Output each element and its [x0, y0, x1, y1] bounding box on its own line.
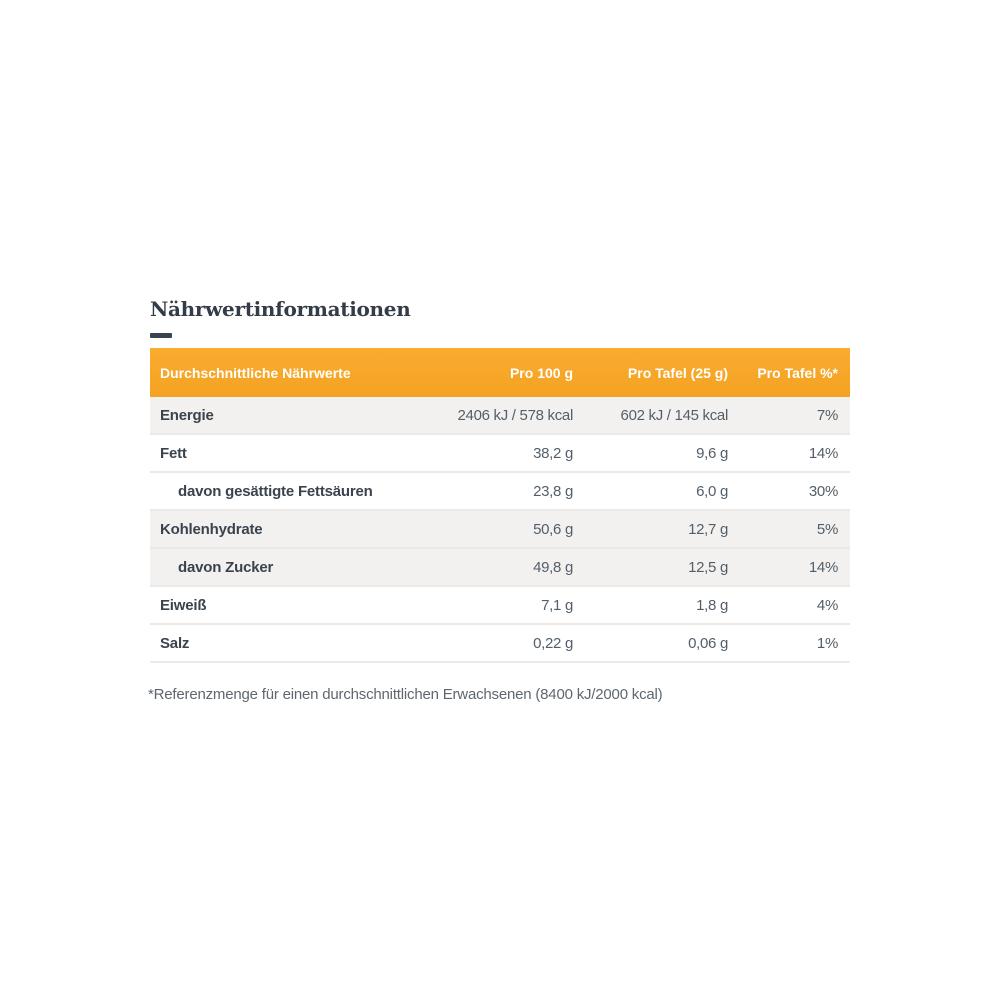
header-per-tafel-percent: Pro Tafel %* [757, 364, 838, 381]
row-per-tafel: 9,6 g [696, 444, 728, 462]
row-label: davon Zucker [178, 558, 274, 576]
row-label: Fett [160, 444, 187, 462]
nutrition-section [150, 296, 850, 704]
footnote: *Referenzmenge für einen durchschnittlichen Erwachsenen (8400 kJ/2000 kcal) [148, 686, 663, 703]
row-per-100g: 50,6 g [533, 520, 573, 538]
row-per-tafel: 602 kJ / 145 kcal [620, 406, 728, 424]
row-percent: 30% [808, 482, 838, 500]
table-row-zucker [150, 549, 850, 587]
row-label: Kohlenhydrate [160, 520, 263, 538]
header-per-100g: Pro 100 g [509, 364, 573, 381]
row-per-100g: 2406 kJ / 578 kcal [457, 406, 573, 424]
section-title: Nährwertinformationen [150, 297, 411, 321]
header-per-tafel: Pro Tafel (25 g) [627, 364, 728, 381]
row-percent: 14% [808, 444, 838, 462]
row-label: Eiweiß [160, 596, 207, 614]
row-percent: 5% [816, 520, 838, 538]
row-percent: 1% [816, 634, 838, 652]
table-row-energie [150, 397, 850, 435]
row-per-tafel: 1,8 g [696, 596, 728, 614]
row-percent: 4% [816, 596, 838, 614]
table-row-eiweiss [150, 587, 850, 625]
table-row-salz [150, 625, 850, 663]
row-label: Salz [160, 634, 190, 652]
row-per-100g: 0,22 g [533, 634, 573, 652]
table-row-gesaettigte-fettsaeuren [150, 473, 850, 511]
row-label: Energie [160, 406, 214, 424]
nutrition-table [150, 348, 850, 663]
title-underline [150, 333, 172, 338]
row-per-tafel: 6,0 g [696, 482, 728, 500]
row-per-tafel: 12,5 g [688, 558, 728, 576]
row-per-100g: 49,8 g [533, 558, 573, 576]
row-label: davon gesättigte Fettsäuren [178, 482, 373, 500]
row-per-100g: 38,2 g [533, 444, 573, 462]
row-per-tafel: 12,7 g [688, 520, 728, 538]
header-nutrients: Durchschnittliche Nährwerte [160, 364, 351, 381]
table-row-fett [150, 435, 850, 473]
row-per-100g: 7,1 g [541, 596, 573, 614]
table-header-row [150, 348, 850, 397]
row-percent: 7% [816, 406, 838, 424]
row-percent: 14% [808, 558, 838, 576]
table-row-kohlenhydrate [150, 511, 850, 549]
row-per-tafel: 0,06 g [688, 634, 728, 652]
row-per-100g: 23,8 g [533, 482, 573, 500]
